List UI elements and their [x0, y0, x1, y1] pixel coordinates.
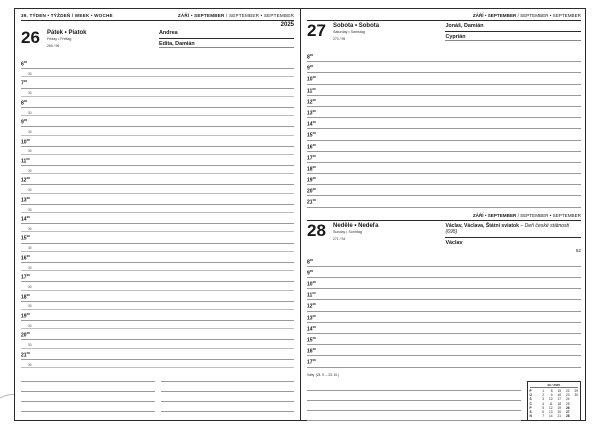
sunday-header	[307, 213, 581, 218]
mini-calendar-row: Č 4 11 18 25	[529, 401, 570, 406]
half-hour-label: 30	[28, 304, 32, 309]
hour-label: $10^{00}$	[307, 75, 317, 84]
zodiac-label: Váhy (24. 9. – 23. 10.)	[307, 372, 340, 377]
half-hour-label: 30	[28, 149, 32, 154]
day-name: Neděle • Nedeľa	[333, 222, 379, 229]
diary-spread	[14, 8, 586, 421]
hour-row[interactable]	[21, 271, 294, 282]
day-name-translated: Friday • Freitag	[47, 37, 72, 41]
hour-row[interactable]	[307, 152, 581, 163]
hour-row[interactable]	[307, 96, 581, 107]
hour-row[interactable]	[21, 155, 294, 166]
hour-row[interactable]	[21, 136, 294, 147]
hour-label: $15^{00}$	[21, 234, 31, 243]
mini-calendar-row: P 5 12 19 26	[529, 405, 570, 410]
left-page	[15, 9, 301, 420]
hour-row[interactable]	[307, 107, 581, 118]
hour-row[interactable]	[21, 310, 294, 321]
half-hour-label: 30	[28, 246, 32, 251]
hour-label: $6^{00}$	[21, 60, 28, 68]
note-line[interactable]	[161, 372, 295, 382]
hour-row[interactable]	[307, 85, 581, 96]
half-hour-row[interactable]	[21, 127, 294, 135]
mini-calendar-title: 09 / 2025	[530, 383, 579, 388]
year-label: 2025	[280, 22, 294, 28]
notes-column-right	[161, 372, 295, 412]
note-line[interactable]	[307, 401, 521, 411]
note-line[interactable]	[307, 411, 521, 421]
mini-calendar-row: N 7 14 21 28	[529, 414, 570, 419]
half-hour-row[interactable]	[21, 185, 294, 193]
hour-list-26	[21, 58, 294, 368]
month-label: ZÁŘÍ • SEPTEMBER / SEPTEMBER • SEPTEMBER	[177, 13, 294, 18]
hour-list-27	[307, 51, 581, 208]
hour-row[interactable]	[21, 97, 294, 108]
day-header-26	[21, 30, 294, 55]
half-hour-label: 30	[28, 323, 32, 328]
hour-label: $19^{00}$	[21, 311, 31, 320]
hour-row[interactable]	[307, 300, 581, 311]
half-hour-label: 30	[28, 188, 32, 193]
bottom-row	[307, 381, 581, 421]
half-hour-row[interactable]	[21, 205, 294, 213]
hour-label: $10^{00}$	[307, 280, 317, 288]
hour-label: $11^{00}$	[307, 291, 316, 299]
notes-grid	[21, 372, 294, 412]
hour-row[interactable]	[21, 58, 294, 69]
hour-row[interactable]	[307, 118, 581, 129]
hour-label: $12^{00}$	[307, 302, 317, 311]
hour-label: $16^{00}$	[21, 253, 31, 262]
hour-label: $21^{00}$	[307, 198, 317, 207]
hour-label: $16^{00}$	[307, 347, 317, 355]
day-count: 271 / 94	[333, 236, 346, 241]
hour-label: $14^{00}$	[307, 120, 317, 128]
half-hour-label: 30	[28, 207, 32, 212]
name-day-primary: Andrea	[159, 30, 178, 36]
hour-label: $8^{00}$	[307, 257, 314, 266]
day-number: 28	[307, 220, 326, 240]
month-label: ZÁŘÍ • SEPTEMBER / SEPTEMBER • SEPTEMBER	[472, 212, 581, 218]
half-hour-row[interactable]	[21, 321, 294, 329]
half-hour-row[interactable]	[21, 302, 294, 310]
half-hour-label: 30	[28, 226, 32, 231]
half-hour-row[interactable]	[21, 108, 294, 116]
week-label: 39. TÝDEN • TÝŽDEŇ / WEEK • WOCHE	[21, 13, 113, 18]
hour-row[interactable]	[21, 213, 294, 224]
half-hour-row[interactable]	[21, 224, 294, 232]
month-label: ZÁŘÍ • SEPTEMBER / SEPTEMBER • SEPTEMBER	[472, 13, 581, 18]
hour-row[interactable]	[21, 291, 294, 302]
hour-row[interactable]	[307, 334, 581, 345]
hour-row[interactable]	[307, 185, 581, 196]
hour-row[interactable]	[21, 116, 294, 127]
half-hour-row[interactable]	[21, 360, 294, 368]
half-hour-label: 30	[28, 265, 32, 270]
half-hour-label: 30	[28, 343, 32, 348]
hour-row[interactable]	[307, 312, 581, 323]
half-hour-label: 30	[28, 168, 32, 173]
day-name: Sobota • Sobota	[333, 23, 380, 29]
name-day-divider	[445, 31, 581, 32]
hour-label: $10^{00}$	[21, 137, 31, 146]
mini-calendar-row: S 6 13 20 27	[529, 410, 570, 415]
hour-label: $13^{00}$	[307, 108, 317, 117]
mini-calendar-row: P 1 8 15 22 29	[529, 389, 578, 394]
note-line[interactable]	[21, 382, 155, 392]
hour-row[interactable]	[307, 163, 581, 174]
hour-row[interactable]	[307, 278, 581, 289]
hour-row[interactable]	[21, 329, 294, 340]
name-day-secondary: Václav	[445, 239, 463, 246]
day-name-translated: Sunday • Sonntag	[333, 229, 362, 234]
hour-row[interactable]	[307, 256, 581, 267]
hour-row[interactable]	[307, 289, 581, 300]
half-hour-row[interactable]	[21, 166, 294, 174]
hour-label: $17^{00}$	[307, 153, 317, 162]
hour-label: $16^{00}$	[307, 142, 317, 151]
day-count: 270 / 95	[333, 37, 346, 41]
note-line[interactable]	[21, 402, 155, 412]
hour-row[interactable]	[307, 51, 581, 62]
day-number: 26	[21, 28, 40, 47]
hour-row[interactable]	[307, 267, 581, 278]
hour-row[interactable]	[307, 73, 581, 84]
hour-row[interactable]	[21, 174, 294, 185]
hour-label: $12^{00}$	[307, 97, 317, 106]
name-day-divider	[445, 237, 581, 238]
half-hour-row[interactable]	[21, 244, 294, 252]
hour-row[interactable]	[307, 62, 581, 73]
day-name-translated: Saturday • Samstag	[333, 30, 365, 34]
mini-calendar-row: Ú 2 9 16 23 30	[529, 393, 578, 398]
half-hour-row[interactable]	[21, 89, 294, 97]
header-divider	[307, 220, 581, 221]
hour-row[interactable]	[307, 174, 581, 185]
hour-label: $9^{00}$	[21, 118, 28, 126]
note-line[interactable]	[161, 392, 295, 402]
hour-label: $15^{00}$	[307, 335, 317, 344]
half-hour-label: 30	[28, 91, 32, 96]
half-hour-row[interactable]	[21, 263, 294, 271]
hour-label: $11^{00}$	[307, 86, 316, 95]
mini-calendar-row: S 3 10 17 24	[529, 397, 570, 402]
half-hour-label: 30	[28, 285, 32, 289]
hour-row[interactable]	[307, 129, 581, 140]
hour-label: $15^{00}$	[307, 131, 317, 139]
name-day-secondary: Cyprián	[445, 34, 466, 40]
name-day-secondary: Edita, Damián	[159, 41, 195, 47]
day-count: 269 / 96	[47, 44, 60, 48]
right-page	[301, 9, 587, 420]
half-hour-row[interactable]	[21, 340, 294, 348]
day-name: Pátek • Piatok	[47, 30, 87, 36]
note-line[interactable]	[21, 372, 155, 382]
hour-row[interactable]	[21, 232, 294, 243]
hour-label: $17^{00}$	[21, 273, 31, 281]
hour-label: $7^{00}$	[21, 79, 28, 88]
hour-label: $9^{00}$	[307, 268, 314, 277]
hour-row[interactable]	[307, 141, 581, 152]
day-header-27	[307, 23, 581, 48]
half-hour-label: 30	[28, 362, 32, 367]
hour-label: $8^{00}$	[307, 53, 314, 61]
hour-label: $13^{00}$	[307, 313, 317, 322]
hour-label: $19^{00}$	[307, 176, 317, 184]
hour-label: $18^{00}$	[21, 292, 31, 301]
memo-line[interactable]	[445, 40, 581, 48]
hour-label: $21^{00}$	[21, 350, 31, 359]
hour-label: $18^{00}$	[307, 164, 317, 173]
hour-row[interactable]	[21, 194, 294, 205]
holiday-note: Václav, Václava, Štátni sviatok – Deň české státnosti (695)	[445, 222, 570, 235]
hour-row[interactable]	[307, 196, 581, 207]
note-line[interactable]	[307, 381, 521, 391]
half-hour-row[interactable]	[21, 147, 294, 155]
hour-row[interactable]	[307, 345, 581, 356]
right-page-header	[307, 13, 581, 18]
hour-label: $20^{00}$	[307, 187, 317, 195]
half-hour-label: 30	[28, 130, 32, 134]
note-line[interactable]	[161, 382, 295, 392]
hour-label: $12^{00}$	[21, 176, 31, 184]
hour-label: $8^{00}$	[21, 98, 28, 107]
hour-list-28	[307, 256, 581, 368]
hour-label: $14^{00}$	[307, 324, 317, 333]
hour-row[interactable]	[307, 356, 581, 367]
page-corner-fold	[0, 394, 14, 421]
hour-label: $9^{00}$	[307, 64, 314, 72]
hour-label: $14^{00}$	[21, 215, 31, 223]
day-header-28	[307, 220, 581, 253]
hour-row[interactable]	[21, 349, 294, 360]
mini-calendar[interactable]	[527, 381, 582, 421]
hour-label: $17^{00}$	[307, 358, 317, 366]
half-hour-row[interactable]	[21, 282, 294, 290]
hour-label: $11^{00}$	[21, 156, 30, 165]
hour-label: $20^{00}$	[21, 331, 31, 339]
day-number: 27	[307, 21, 326, 40]
half-hour-label: 30	[28, 71, 32, 76]
hour-row[interactable]	[21, 77, 294, 88]
name-day-primary: Jonáš, Damián	[445, 23, 484, 29]
hour-label: $13^{00}$	[21, 195, 31, 204]
header-divider	[307, 20, 581, 21]
notes-column-left	[21, 372, 155, 412]
hour-row[interactable]	[21, 252, 294, 263]
memo-line[interactable]	[159, 47, 294, 55]
half-hour-row[interactable]	[21, 69, 294, 77]
hour-row[interactable]	[307, 323, 581, 334]
left-page-header	[21, 13, 294, 18]
half-hour-label: 30	[28, 110, 32, 115]
sunday-notes	[307, 381, 521, 421]
name-day-divider	[159, 38, 294, 39]
note-line[interactable]	[21, 392, 155, 402]
note-line[interactable]	[307, 391, 521, 401]
note-line[interactable]	[161, 402, 295, 412]
week-number: 52	[575, 247, 581, 253]
header-divider	[21, 20, 294, 21]
